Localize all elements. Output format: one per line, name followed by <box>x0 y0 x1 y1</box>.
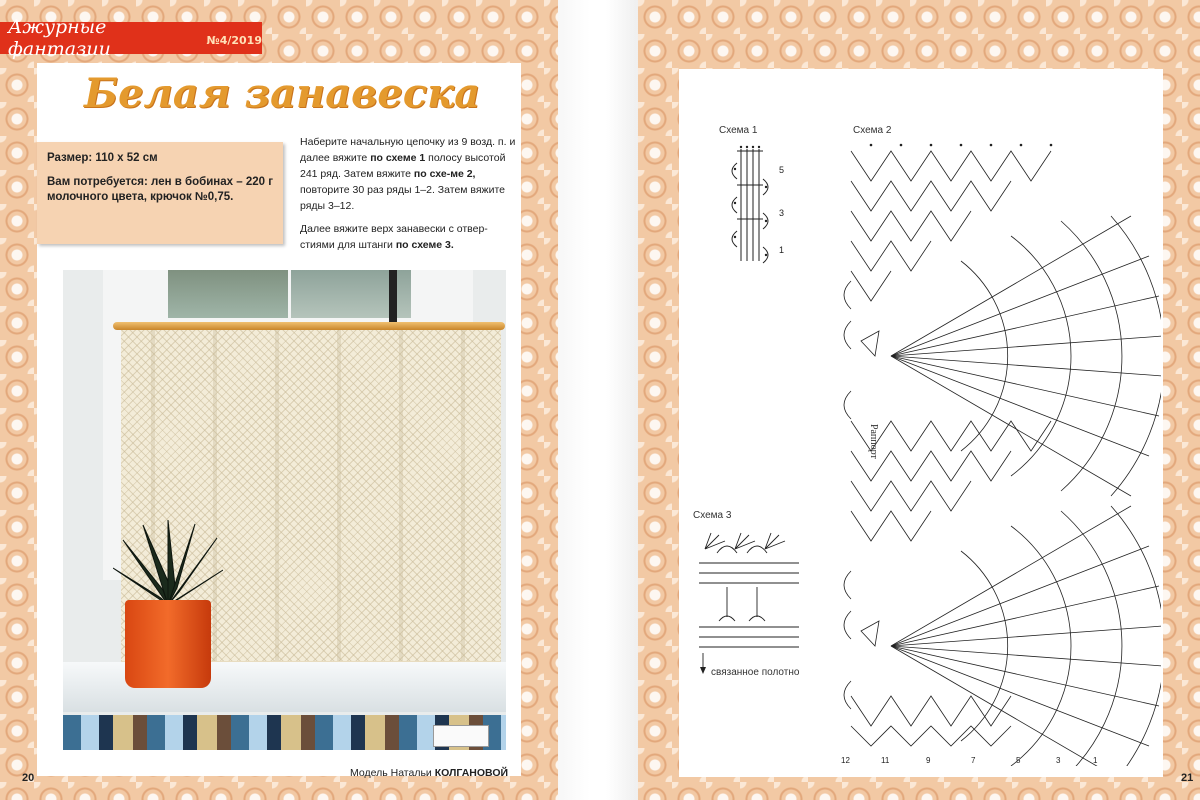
materials-text: Вам потребуется: лен в бобинах – 220 г молочного цвета, крючок №0,75. <box>47 176 273 203</box>
scheme2-row-label: 9 <box>926 756 931 765</box>
book-gutter <box>558 0 638 800</box>
window-glass <box>168 270 288 318</box>
scheme2-row-label: 7 <box>971 756 976 765</box>
scheme2-row-label: 11 <box>881 756 890 765</box>
page-number-right: 21 <box>1181 772 1194 784</box>
scheme3-diagram <box>697 527 807 682</box>
scheme2-label: Схема 2 <box>853 125 892 136</box>
repeat-label: Раппорт <box>868 424 879 459</box>
scheme3-label: Схема 3 <box>693 510 732 521</box>
instructions <box>300 134 520 260</box>
scheme2-row-label: 5 <box>1016 756 1021 765</box>
left-page <box>0 0 558 800</box>
curtain-rod <box>113 322 505 330</box>
power-outlet <box>433 725 489 747</box>
scheme1-diagram <box>727 143 797 268</box>
instructions-paragraph-2: Далее вяжите верх занавески с отвер-стиями для штанги по схеме 3. <box>300 223 488 251</box>
scheme1-label: Схема 1 <box>719 125 758 136</box>
flower-pot <box>125 600 211 688</box>
scheme2-row-label: 12 <box>841 756 850 765</box>
size-text: Размер: 110 х 52 см <box>47 152 158 164</box>
scheme1-row-label: 3 <box>779 208 785 218</box>
curtain-photo <box>63 270 506 750</box>
page-number-left: 20 <box>22 772 35 784</box>
window-mullion <box>389 270 397 330</box>
plant-icon <box>113 520 223 605</box>
magazine-header <box>0 16 262 60</box>
scheme2-row-label: 3 <box>1056 756 1061 765</box>
info-box <box>37 142 283 244</box>
scheme2-row-label: 1 <box>1093 756 1098 765</box>
scheme2-diagram <box>831 141 1161 766</box>
scheme1-row-label: 5 <box>779 165 785 175</box>
right-page <box>638 0 1200 800</box>
model-credit: Модель Натальи КОЛГАНОВОЙ <box>350 767 509 779</box>
instructions-paragraph-1: Наберите начальную цепочку из 9 возд. п. и далее вяжите по схеме 1 полосу высотой 241 ряд. Затем вяжите по схе-ме 2, повторите 30 раз ряды 1–2. Затем вяжите ряды 3–12. <box>300 136 516 212</box>
scheme1-row-label: 1 <box>779 245 785 255</box>
magazine-title: Ажурные фантазии <box>8 16 111 60</box>
knitted-fabric-label: связанное полотно <box>711 667 800 678</box>
issue-number: №4/2019 <box>206 33 262 47</box>
diagram-panel <box>679 69 1163 777</box>
article-title: Белая занавеска <box>84 70 481 117</box>
